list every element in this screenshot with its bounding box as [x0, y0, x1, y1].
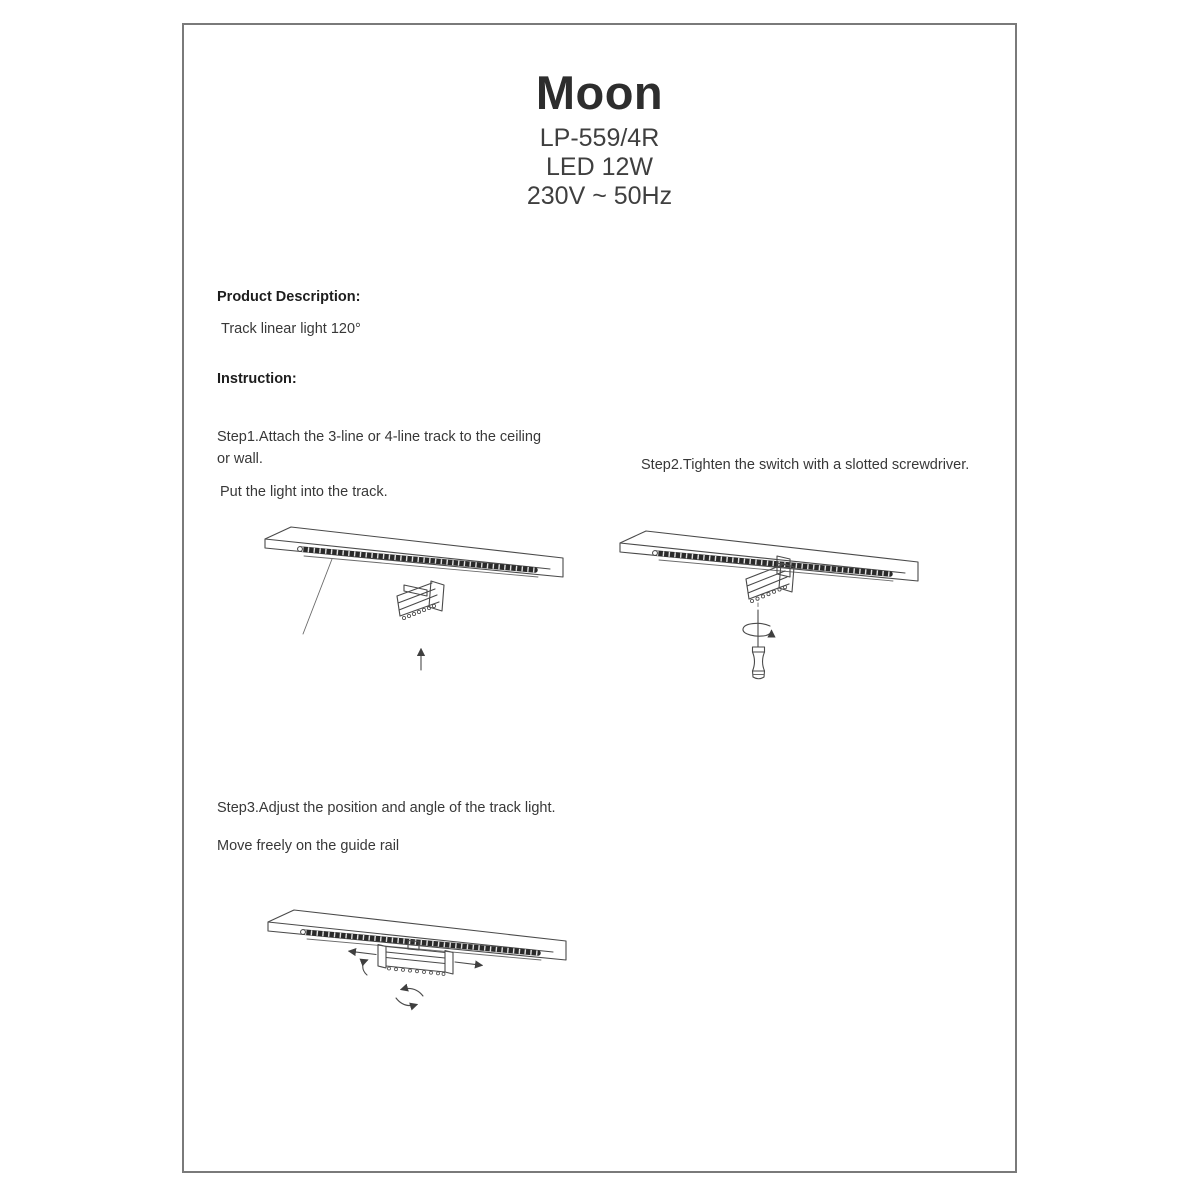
tilt-arrow-icon: [363, 960, 368, 975]
power-rating: LED 12W: [546, 153, 653, 181]
voltage-rating: 230V ~ 50Hz: [526, 182, 673, 210]
product-description-heading: Product Description:: [217, 289, 361, 305]
step2-diagram: [609, 519, 949, 691]
step1-note: Put the light into the track.: [220, 484, 388, 500]
rotation-arrow-icon: [743, 623, 772, 636]
step3-diagram: [257, 898, 602, 1033]
product-title: Moon: [535, 66, 664, 119]
step3-text: Step3.Adjust the position and angle of the track light.: [217, 800, 556, 816]
screwdriver: [753, 603, 765, 679]
step1-text: Step1.Attach the 3-line or 4-line track to the ceiling or wall.: [217, 429, 542, 467]
step1-diagram: [254, 515, 599, 685]
move-left-arrow-icon: [349, 951, 376, 954]
move-right-arrow-icon: [455, 962, 482, 965]
rotate-arrow-icon: [396, 988, 423, 1005]
manual-page: [182, 23, 1017, 1173]
step2-text: Step2.Tighten the switch with a slotted screwdriver.: [641, 457, 970, 473]
product-specs: [184, 124, 1015, 211]
instruction-heading: Instruction:: [217, 371, 297, 387]
model-number: LP-559/4R: [539, 124, 660, 152]
product-description-text: Track linear light 120°: [221, 321, 361, 337]
leader-line: [303, 559, 332, 634]
track-light-fixture: [397, 581, 444, 620]
step3-note: Move freely on the guide rail: [217, 838, 400, 854]
